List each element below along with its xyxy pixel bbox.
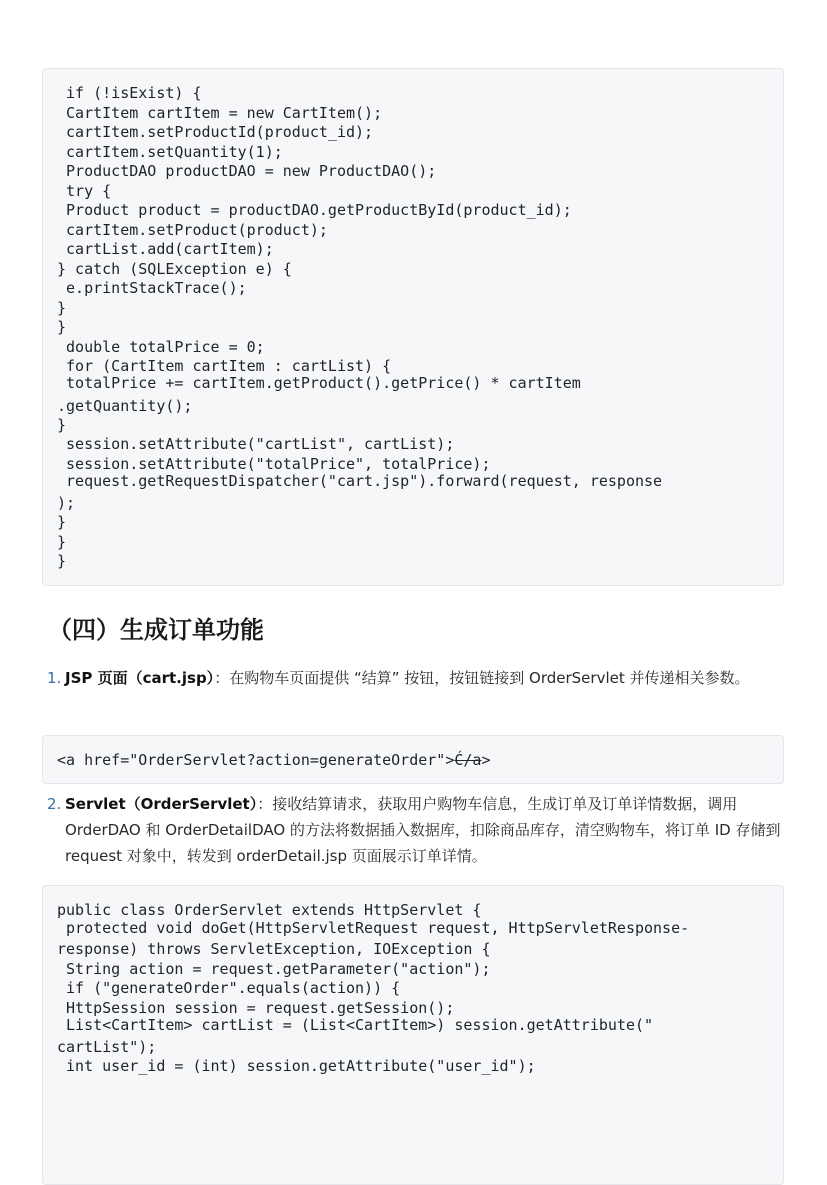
- code-line: cartItem.setQuantity(1);: [57, 143, 283, 161]
- code-line: [57, 751, 490, 770]
- code-line: totalPrice += cartItem.getProduct().getPrice() * cartItem: [57, 374, 581, 392]
- code-line: }: [57, 416, 67, 434]
- code-line: e.printStackTrace();: [57, 279, 247, 297]
- list-item-text: [65, 791, 812, 869]
- code-line: String action = request.getParameter("action");: [57, 960, 491, 978]
- list-number: 1.: [47, 669, 62, 687]
- code-line: session.setAttribute("cartList", cartList);: [57, 435, 455, 453]
- code-line: }: [57, 299, 67, 317]
- code-line: List<CartItem> cartList = (List<CartItem>) session.getAttribute(": [57, 1016, 654, 1034]
- code-line: }: [57, 318, 67, 336]
- code-line: protected void doGet(HttpServletRequest request, HttpServletResponse-: [57, 919, 690, 937]
- code-line: public class OrderServlet extends HttpServlet {: [57, 901, 482, 919]
- list-item-body: ：接收结算请求，获取用户购物车信息，生成订单及订单详情数据，调用 OrderDAO 和 OrderDetailDAO 的方法将数据插入数据库，扣除商品库存，清空购物车，将订单 ID 存储到 request 对象中，转发到 orderDetail.jsp 页面展示订单详情。: [65, 795, 781, 865]
- list-item-title: JSP 页面（cart.jsp）: [65, 669, 215, 687]
- code-line: request.getRequestDispatcher("cart.jsp").forward(request, response: [57, 472, 663, 490]
- code-line: int user_id = (int) session.getAttribute("user_id");: [57, 1057, 536, 1075]
- code-line: ProductDAO productDAO = new ProductDAO();: [57, 162, 437, 180]
- section-heading: （四）生成订单功能: [48, 616, 264, 644]
- list-item: [47, 665, 812, 717]
- code-line: }: [57, 552, 67, 570]
- code-line: Product product = productDAO.getProductById(product_id);: [57, 201, 572, 219]
- code-line: HttpSession session = request.getSession();: [57, 999, 455, 1017]
- list-item-body: ：在购物车页面提供 “结算” 按钮，按钮链接到 OrderServlet 并传递相关参数。: [214, 669, 750, 687]
- code-line: response) throws ServletException, IOException {: [57, 940, 491, 958]
- code-line: for (CartItem cartItem : cartList) {: [57, 357, 392, 375]
- code-text: <a href="OrderServlet?action=generateOrder">: [57, 751, 455, 769]
- code-line: .getQuantity();: [57, 397, 193, 415]
- code-line: cartItem.setProduct(product);: [57, 221, 328, 239]
- code-line: );: [57, 494, 76, 512]
- code-line: if ("generateOrder".equals(action)) {: [57, 979, 401, 997]
- code-line: CartItem cartItem = new CartItem();: [57, 104, 383, 122]
- code-block-order-servlet: [42, 885, 784, 1185]
- code-line: double totalPrice = 0;: [57, 338, 265, 356]
- code-line: if (!isExist) {: [57, 84, 202, 102]
- code-strikethrough-text: Ć/a: [454, 751, 482, 769]
- code-block-jsp-link: [42, 735, 784, 784]
- list-number: 2.: [47, 795, 62, 813]
- code-line: cartList.add(cartItem);: [57, 240, 274, 258]
- list-item-text: [65, 665, 812, 691]
- code-block-cart-servlet: [42, 68, 784, 586]
- code-line: session.setAttribute("totalPrice", totalPrice);: [57, 455, 491, 473]
- code-line: cartList");: [57, 1038, 157, 1056]
- code-line: }: [57, 513, 67, 531]
- code-text: >: [481, 751, 491, 769]
- code-line: try {: [57, 182, 112, 200]
- code-line: } catch (SQLException e) {: [57, 260, 292, 278]
- code-line: }: [57, 533, 67, 551]
- code-line: cartItem.setProductId(product_id);: [57, 123, 374, 141]
- list-item-title: Servlet（OrderServlet）: [65, 795, 258, 813]
- list-item: [47, 791, 812, 869]
